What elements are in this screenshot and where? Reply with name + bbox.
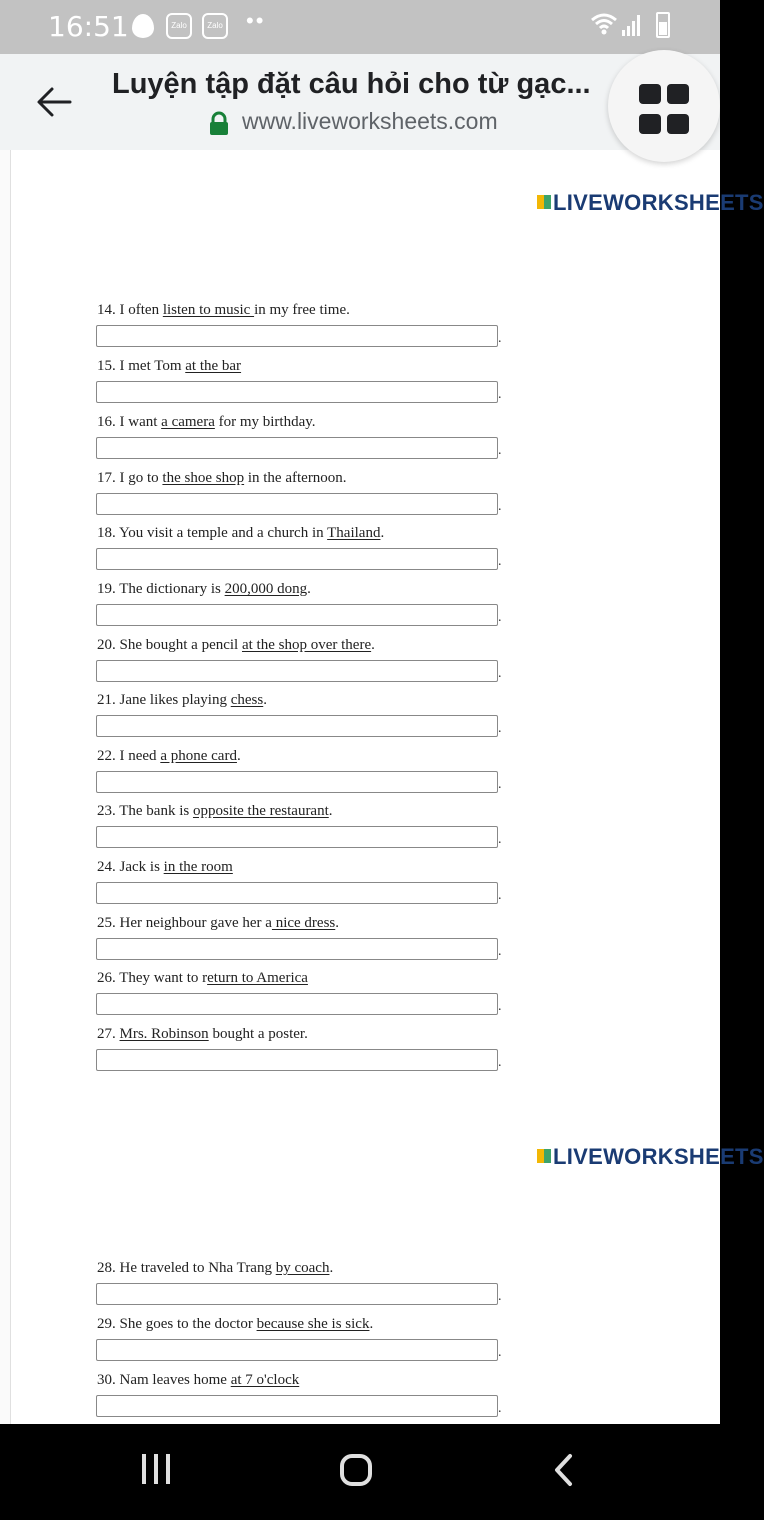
question-text	[97, 1026, 308, 1043]
question-suffix: .	[335, 915, 339, 931]
question-prefix: I go to	[115, 470, 163, 486]
question-text	[97, 358, 241, 375]
underlined-phrase: Mrs. Robinson	[119, 1026, 209, 1042]
clock: 16:51	[48, 10, 129, 43]
logo-icon	[537, 1149, 551, 1163]
answer-period: .	[498, 888, 502, 903]
answer-period: .	[498, 1289, 502, 1304]
app-notification-icon	[132, 14, 154, 38]
question-number: 15.	[97, 358, 116, 374]
answer-input[interactable]	[96, 771, 498, 793]
question-prefix: You visit a temple and a church in	[115, 525, 328, 541]
underlined-phrase: at the bar	[185, 358, 242, 374]
question-suffix: .	[263, 692, 267, 708]
question-suffix: .	[380, 525, 385, 541]
underlined-phrase: a phone card	[160, 748, 237, 764]
question-prefix: Jack is	[115, 859, 164, 875]
answer-input[interactable]	[96, 493, 498, 515]
question-text	[97, 859, 233, 876]
underlined-phrase: a camera	[161, 414, 215, 430]
page-title: Luyện tập đặt câu hỏi cho từ gạc...	[112, 68, 591, 100]
question-prefix: I want	[115, 414, 162, 430]
web-page[interactable]	[0, 150, 764, 1424]
question-number: 16.	[97, 414, 116, 430]
answer-period: .	[498, 1055, 502, 1070]
underlined-phrase: 200,000 dong	[224, 581, 308, 597]
lock-icon	[208, 112, 230, 132]
question-text	[97, 470, 347, 487]
answer-input[interactable]	[96, 437, 498, 459]
answer-period: .	[498, 387, 502, 402]
question-suffix: for my birthday.	[214, 414, 316, 430]
logo-icon	[537, 195, 551, 209]
answer-input[interactable]	[96, 1283, 498, 1305]
answer-input[interactable]	[96, 660, 498, 682]
question-number: 29.	[97, 1316, 116, 1332]
answer-input[interactable]	[96, 325, 498, 347]
question-text	[97, 970, 308, 987]
grid-icon	[667, 114, 689, 134]
underlined-phrase: Thailand	[327, 525, 381, 541]
answer-period: .	[498, 1401, 502, 1416]
underlined-phrase: eturn to America	[207, 970, 308, 986]
question-text	[97, 748, 241, 765]
question-prefix: Nam leaves home	[115, 1372, 231, 1388]
question-suffix: .	[307, 581, 311, 597]
question-text	[97, 692, 267, 709]
question-number: 27.	[97, 1026, 116, 1042]
answer-input[interactable]	[96, 381, 498, 403]
question-prefix: The bank is	[115, 803, 193, 819]
answer-input[interactable]	[96, 1339, 498, 1361]
question-prefix: I often	[115, 302, 163, 318]
answer-period: .	[498, 721, 502, 736]
grid-icon	[639, 114, 661, 134]
question-text	[97, 1260, 333, 1277]
status-bar	[0, 0, 720, 54]
question-suffix: .	[329, 1260, 334, 1276]
underlined-phrase: in the room	[163, 859, 233, 875]
question-number: 30.	[97, 1372, 116, 1388]
more-notifications-icon: ••	[246, 8, 266, 33]
underlined-phrase: at the shop over there	[241, 637, 372, 653]
question-suffix: bought a poster.	[208, 1026, 308, 1042]
question-number: 19.	[97, 581, 116, 597]
url-text[interactable]: www.liveworksheets.com	[242, 108, 498, 134]
underlined-phrase: the shoe shop	[162, 470, 245, 486]
question-text	[97, 302, 350, 319]
underlined-phrase: at 7 o'clock	[230, 1372, 300, 1388]
grid-icon	[639, 84, 661, 104]
question-prefix: Jane likes playing	[115, 692, 231, 708]
question-suffix: .	[328, 803, 333, 819]
answer-input[interactable]	[96, 1049, 498, 1071]
back-arrow-icon[interactable]	[34, 82, 74, 122]
question-suffix: .	[236, 748, 241, 764]
question-number: 24.	[97, 859, 116, 875]
question-suffix: in the afternoon.	[244, 470, 347, 486]
question-suffix: .	[371, 637, 375, 653]
question-prefix: I met Tom	[115, 358, 186, 374]
answer-input[interactable]	[96, 993, 498, 1015]
question-prefix: I need	[115, 748, 161, 764]
question-suffix: .	[369, 1316, 374, 1332]
question-number: 21.	[97, 692, 116, 708]
underlined-phrase: listen to music	[162, 302, 255, 318]
answer-period: .	[498, 554, 502, 569]
question-number: 22.	[97, 748, 116, 764]
tab-switcher-button[interactable]	[608, 50, 720, 162]
answer-period: .	[498, 777, 502, 792]
question-text	[97, 1372, 299, 1389]
liveworksheets-logo: LIVEWORKSHEETS	[537, 1144, 764, 1170]
navigation-bar	[0, 1424, 720, 1520]
question-number: 28.	[97, 1260, 116, 1276]
zalo-notification-icon: Zalo	[166, 13, 192, 39]
answer-period: .	[498, 999, 502, 1014]
answer-input[interactable]	[96, 826, 498, 848]
underlined-phrase: chess	[230, 692, 264, 708]
question-suffix: in my free time.	[254, 302, 350, 318]
question-text	[97, 525, 384, 542]
answer-input[interactable]	[96, 604, 498, 626]
nav-back-button[interactable]	[548, 1452, 584, 1488]
answer-input[interactable]	[96, 882, 498, 904]
answer-period: .	[498, 610, 502, 625]
answer-period: .	[498, 832, 502, 847]
underlined-phrase: because she is sick	[256, 1316, 370, 1332]
question-text	[97, 637, 375, 654]
question-number: 18.	[97, 525, 116, 541]
question-text	[97, 414, 316, 431]
answer-period: .	[498, 944, 502, 959]
liveworksheets-logo: LIVEWORKSHEETS	[537, 190, 764, 216]
answer-input[interactable]	[96, 715, 498, 737]
question-number: 20.	[97, 637, 116, 653]
question-prefix: He traveled to Nha Trang	[115, 1260, 276, 1276]
question-number: 14.	[97, 302, 116, 318]
question-text	[97, 803, 333, 820]
answer-period: .	[498, 666, 502, 681]
question-text	[97, 1316, 373, 1333]
zalo-notification-icon: Zalo	[202, 13, 228, 39]
question-text	[97, 581, 311, 598]
answer-period: .	[498, 499, 502, 514]
question-prefix: Her neighbour gave her a	[115, 915, 272, 931]
question-text	[97, 915, 339, 932]
underlined-phrase: by coach	[275, 1260, 330, 1276]
answer-period: .	[498, 1345, 502, 1360]
question-number: 26.	[97, 970, 116, 986]
answer-input[interactable]	[96, 938, 498, 960]
question-number: 23.	[97, 803, 116, 819]
answer-input[interactable]	[96, 1395, 498, 1417]
question-prefix: She goes to the doctor	[115, 1316, 257, 1332]
answer-input[interactable]	[96, 548, 498, 570]
grid-icon	[667, 84, 689, 104]
question-prefix: The dictionary is	[115, 581, 225, 597]
home-button[interactable]	[340, 1454, 372, 1486]
recent-apps-button[interactable]	[142, 1454, 170, 1484]
answer-period: .	[498, 443, 502, 458]
battery-icon	[656, 12, 670, 38]
signal-icon	[622, 14, 640, 36]
question-prefix: They want to r	[115, 970, 208, 986]
underlined-phrase: nice dress	[271, 915, 336, 931]
answer-period: .	[498, 331, 502, 346]
underlined-phrase: opposite the restaurant	[192, 803, 329, 819]
question-prefix: She bought a pencil	[115, 637, 242, 653]
wifi-icon	[590, 12, 618, 43]
question-number: 17.	[97, 470, 116, 486]
question-number: 25.	[97, 915, 116, 931]
